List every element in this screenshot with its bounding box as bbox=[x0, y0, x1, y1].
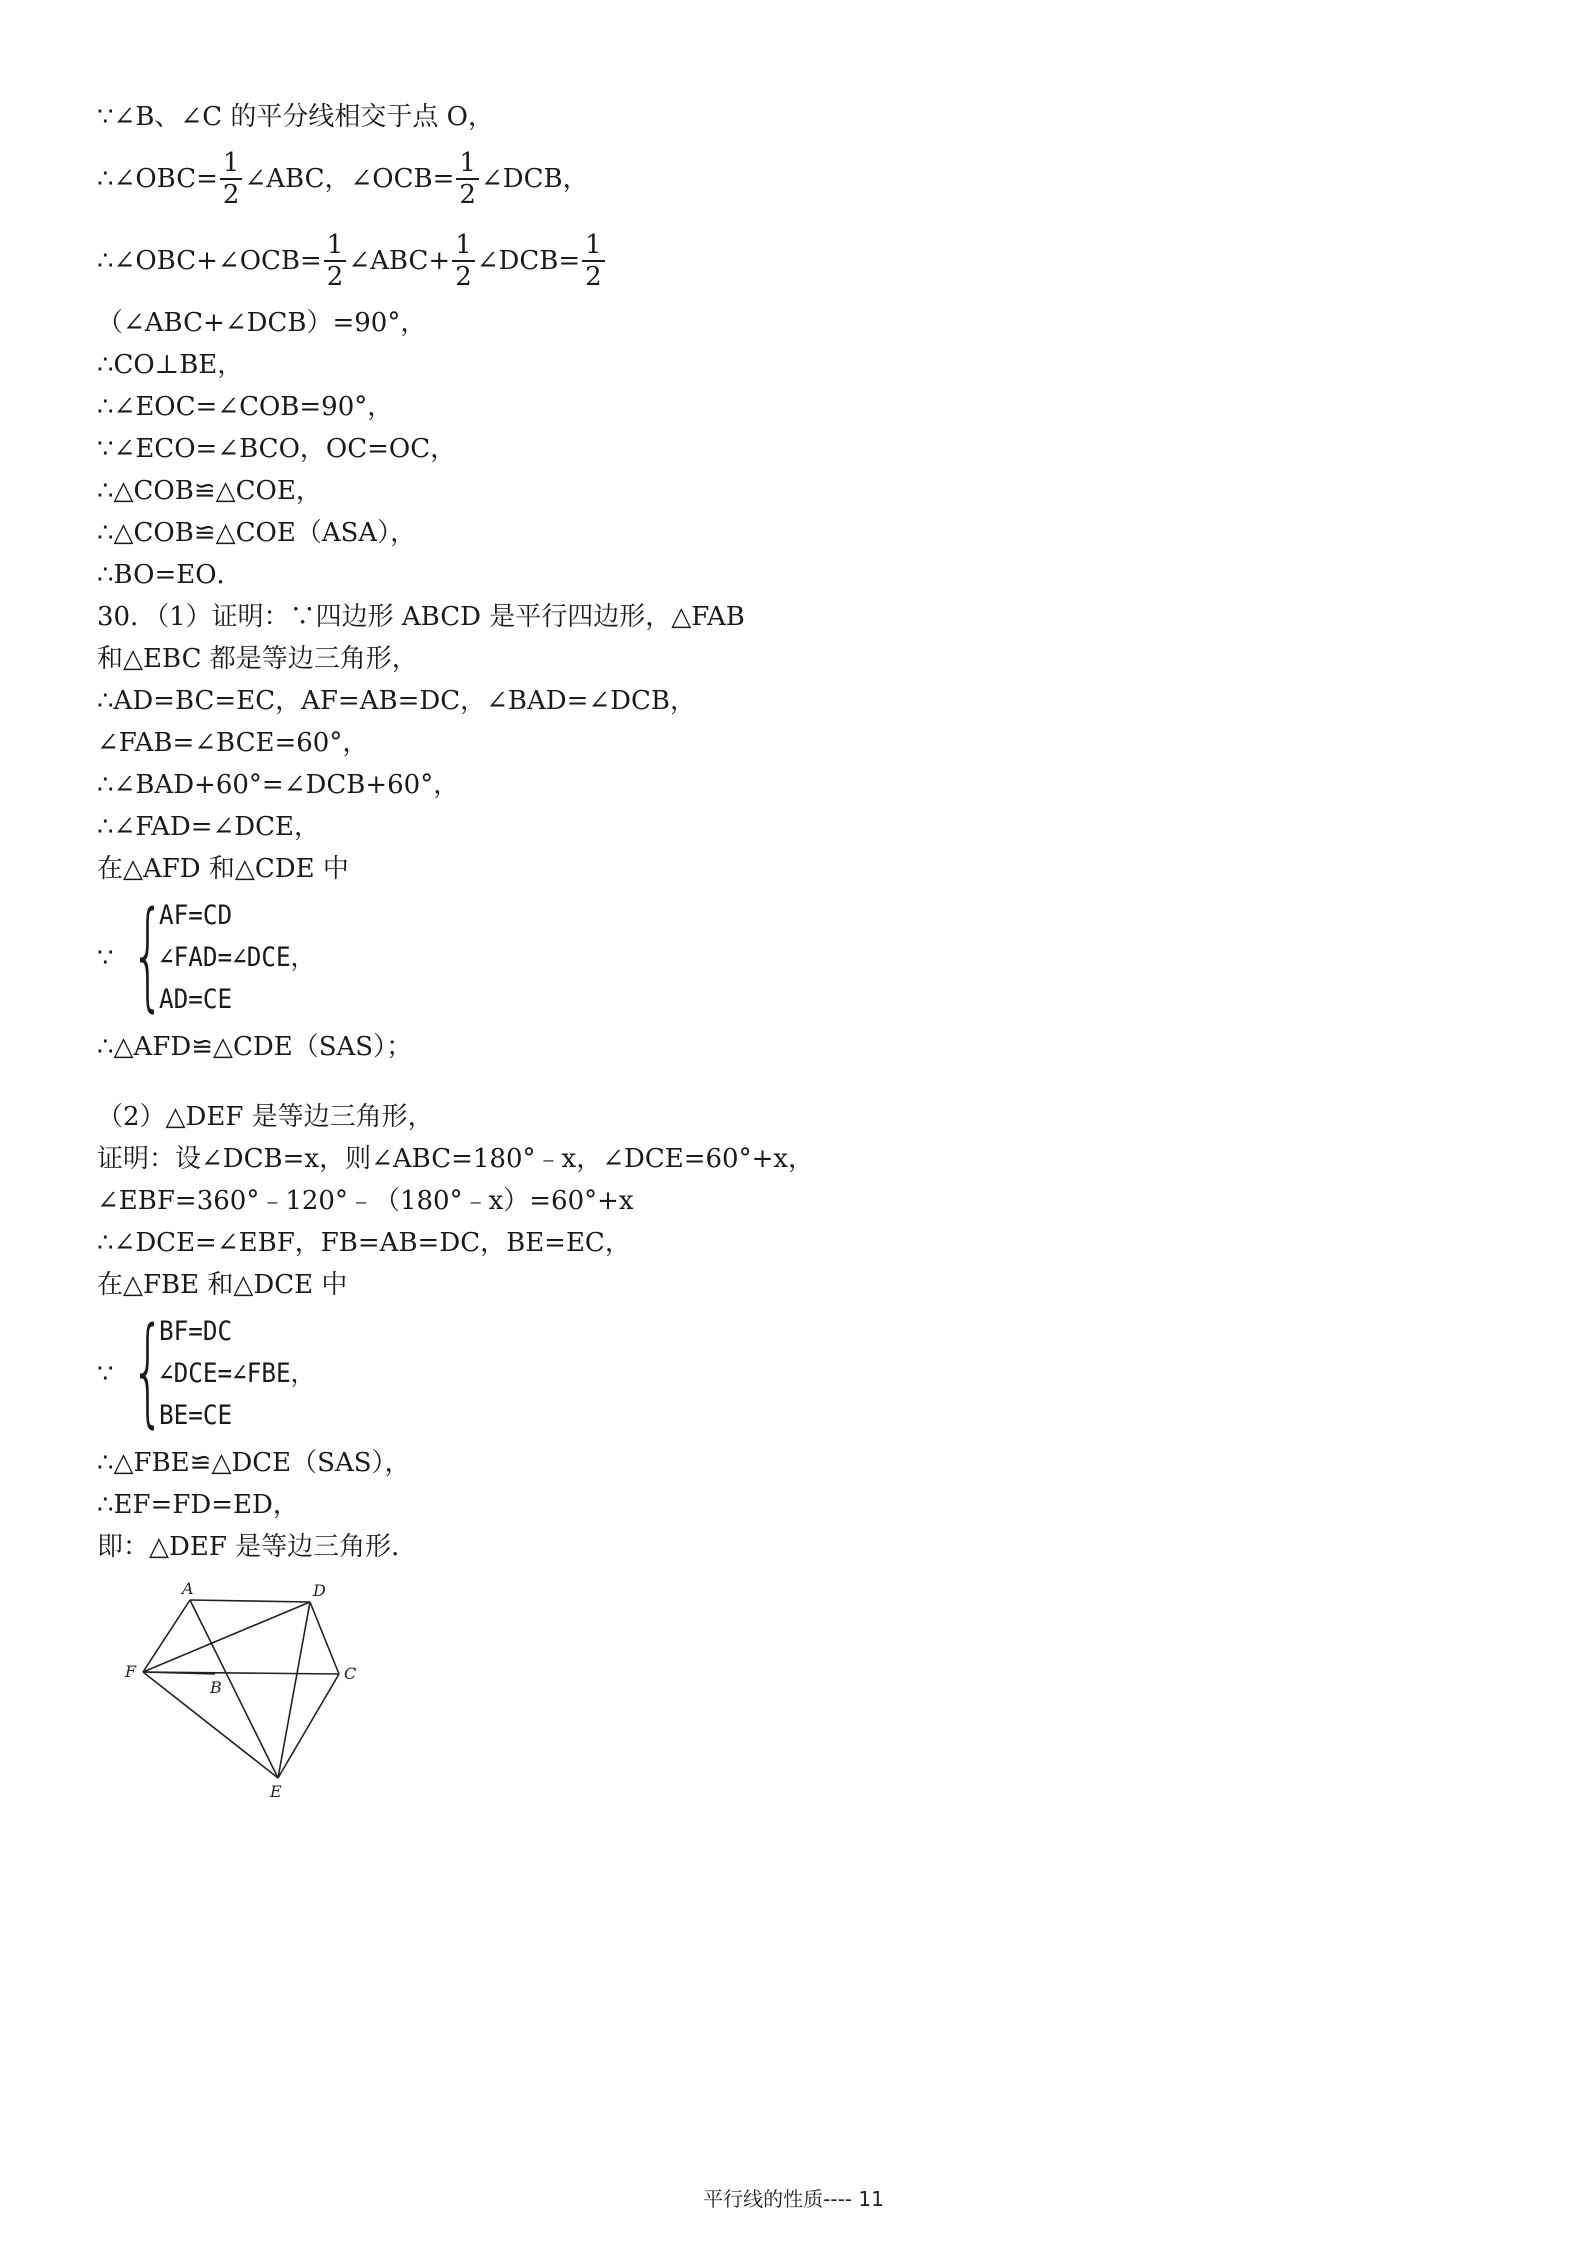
text-line: ∴∠FAD=∠DCE， bbox=[97, 812, 321, 842]
spacer bbox=[97, 1068, 1497, 1096]
text-line: 证明：设∠DCB=x，则∠ABC=180°﹣x，∠DCE=60°+x， bbox=[97, 1144, 815, 1174]
text-line: ∴AD=BC=EC，AF=AB=DC，∠BAD=∠DCB， bbox=[97, 686, 697, 716]
page-footer: 平行线的性质---- 11 bbox=[703, 2187, 884, 2211]
equation-system bbox=[97, 885, 1497, 1024]
text-line: ∴BO=EO． bbox=[97, 560, 243, 590]
segment-ae bbox=[190, 1600, 278, 1778]
text-line: ∴CO⊥BE， bbox=[97, 350, 244, 380]
text-line: ∵∠ECO=∠BCO，OC=OC， bbox=[97, 434, 457, 464]
text-line: ∠FAB=∠BCE=60°， bbox=[97, 728, 369, 758]
label-f: F bbox=[125, 1662, 137, 1681]
segment-dc bbox=[310, 1602, 339, 1674]
because-symbol: ∵ bbox=[97, 943, 114, 973]
fraction-half: $\frac{1}{2}$ bbox=[582, 230, 605, 292]
fraction-half: $\frac{1}{2}$ bbox=[324, 230, 347, 292]
problem-heading: 30．（1）证明：∵四边形 ABCD 是平行四边形，△FAB bbox=[97, 602, 745, 632]
system-row: ∠FAD=∠DCE， bbox=[159, 942, 315, 973]
conclusion-line: 即：△DEF 是等边三角形． bbox=[97, 1532, 418, 1562]
text-line: ∴△AFD≌△CDE（SAS）； bbox=[97, 1032, 413, 1062]
segment-fa bbox=[143, 1600, 190, 1672]
label-e: E bbox=[270, 1782, 282, 1800]
geometry-figure bbox=[120, 1580, 380, 1800]
system-row: BE=CE bbox=[159, 1400, 233, 1431]
text-line: 在△AFD 和△CDE 中 bbox=[97, 854, 349, 884]
solution-text bbox=[97, 96, 1497, 1568]
fraction-half: $\frac{1}{2}$ bbox=[220, 148, 243, 210]
text-line: ∴∠DCE=∠EBF，FB=AB=DC，BE=EC， bbox=[97, 1228, 631, 1258]
left-brace: { bbox=[131, 885, 165, 1023]
text-line: ∴∠EOC=∠COB=90°， bbox=[97, 392, 394, 422]
text-line: ∴∠OBC= $\frac{1}{2}$ ∠ABC，∠OCB= $\frac{1}{2}$ ∠DCB， bbox=[97, 148, 589, 210]
fraction-half: $\frac{1}{2}$ bbox=[456, 148, 479, 210]
text-line: ∴△COB≌△COE， bbox=[97, 476, 322, 506]
label-d: D bbox=[313, 1581, 326, 1600]
fraction-half: $\frac{1}{2}$ bbox=[452, 230, 475, 292]
text-line: 和△EBC 都是等边三角形， bbox=[97, 644, 418, 674]
system-row: ∠DCE=∠FBE， bbox=[159, 1358, 315, 1389]
text-line: ∴∠BAD+60°=∠DCB+60°， bbox=[97, 770, 460, 800]
text-line: ∵∠B、∠C 的平分线相交于点 O， bbox=[97, 102, 494, 132]
text-line: （2）△DEF 是等边三角形， bbox=[97, 1102, 434, 1132]
segment-fd bbox=[143, 1602, 310, 1672]
text-line: ∴△FBE≌△DCE（SAS）， bbox=[97, 1448, 411, 1478]
text-line: （∠ABC+∠DCB）=90°， bbox=[97, 308, 427, 338]
text-line: ∠EBF=360°﹣120°﹣（180°﹣x）=60°+x bbox=[97, 1186, 634, 1216]
equation-system bbox=[97, 1301, 1497, 1440]
because-symbol: ∵ bbox=[97, 1359, 114, 1389]
left-brace: { bbox=[131, 1301, 165, 1439]
system-row: AD=CE bbox=[159, 984, 233, 1015]
label-a: A bbox=[182, 1580, 194, 1598]
text-line: ∴∠OBC+∠OCB= $\frac{1}{2}$ ∠ABC+ $\frac{1}{2}$ ∠DCB= $\frac{1}{2}$ bbox=[97, 220, 1497, 302]
system-row: AF=CD bbox=[159, 900, 233, 931]
text-line: 在△FBE 和△DCE 中 bbox=[97, 1270, 348, 1300]
system-row: BF=DC bbox=[159, 1316, 233, 1347]
label-c: C bbox=[344, 1664, 357, 1683]
label-b: B bbox=[210, 1678, 222, 1697]
text-line: ∴EF=FD=ED， bbox=[97, 1490, 299, 1520]
text-line: ∴△COB≌△COE（ASA）， bbox=[97, 518, 417, 548]
segment-ad bbox=[190, 1600, 310, 1602]
